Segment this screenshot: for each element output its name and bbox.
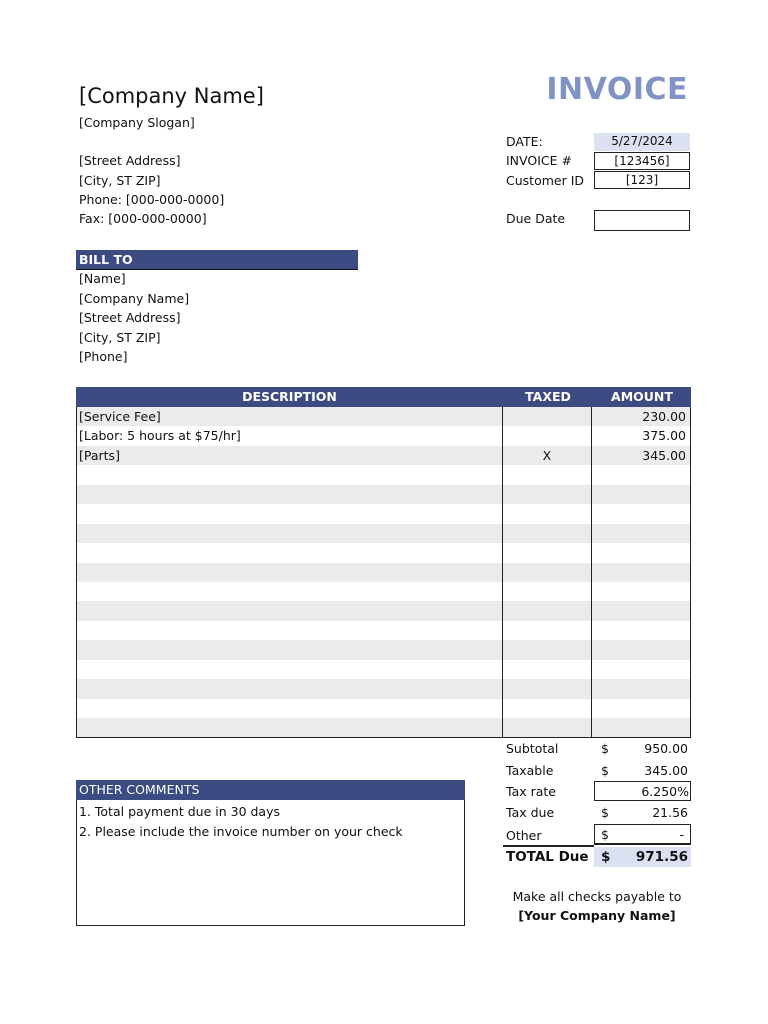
tax-due-label: Tax due bbox=[506, 805, 555, 820]
item-taxed[interactable] bbox=[503, 718, 593, 737]
payable-note: Make all checks payable to bbox=[512, 889, 682, 904]
item-amount[interactable] bbox=[592, 485, 690, 504]
item-description[interactable] bbox=[77, 563, 503, 582]
item-description[interactable] bbox=[77, 485, 503, 504]
item-taxed[interactable] bbox=[503, 407, 593, 426]
table-row bbox=[77, 407, 690, 426]
bill-to-street: [Street Address] bbox=[79, 310, 181, 325]
item-taxed[interactable] bbox=[503, 699, 593, 718]
invoice-number-label: INVOICE # bbox=[506, 153, 572, 168]
item-description[interactable] bbox=[77, 699, 503, 718]
item-amount[interactable] bbox=[592, 718, 690, 737]
company-phone: Phone: [000-000-0000] bbox=[79, 192, 225, 207]
table-row bbox=[77, 446, 690, 465]
item-amount[interactable] bbox=[592, 660, 690, 679]
item-description[interactable] bbox=[77, 640, 503, 659]
item-taxed[interactable] bbox=[503, 640, 593, 659]
company-fax: Fax: [000-000-0000] bbox=[79, 211, 207, 226]
item-description[interactable] bbox=[77, 718, 503, 737]
comment-line-2: 2. Please include the invoice number on your check bbox=[79, 824, 403, 839]
table-row bbox=[77, 563, 690, 582]
item-description[interactable] bbox=[77, 660, 503, 679]
other-value[interactable]: - bbox=[679, 827, 684, 842]
item-amount[interactable] bbox=[592, 621, 690, 640]
items-body bbox=[76, 407, 691, 738]
table-row bbox=[77, 524, 690, 543]
table-row bbox=[77, 543, 690, 562]
table-row bbox=[77, 485, 690, 504]
subtotal-value: 950.00 bbox=[644, 741, 688, 756]
taxable-value: 345.00 bbox=[644, 763, 688, 778]
table-row bbox=[77, 699, 690, 718]
item-taxed[interactable] bbox=[503, 524, 593, 543]
item-description[interactable] bbox=[77, 504, 503, 523]
item-amount[interactable]: 230.00 bbox=[642, 409, 686, 424]
item-amount[interactable]: 375.00 bbox=[642, 428, 686, 444]
items-header bbox=[76, 387, 691, 407]
taxable-label: Taxable bbox=[506, 763, 554, 778]
item-amount[interactable] bbox=[592, 601, 690, 620]
item-taxed[interactable] bbox=[503, 485, 593, 504]
company-name: [Company Name] bbox=[79, 84, 264, 108]
bill-to-city: [City, ST ZIP] bbox=[79, 330, 161, 345]
payable-company: [Your Company Name] bbox=[518, 908, 676, 923]
table-row bbox=[77, 621, 690, 640]
item-description[interactable] bbox=[77, 601, 503, 620]
item-amount[interactable] bbox=[592, 563, 690, 582]
comments-header: OTHER COMMENTS bbox=[76, 780, 465, 800]
item-amount[interactable] bbox=[592, 679, 690, 698]
taxed-header: TAXED bbox=[525, 389, 571, 404]
total-due-value: 971.56 bbox=[635, 849, 688, 865]
amount-header: AMOUNT bbox=[611, 389, 673, 404]
taxable-currency: $ bbox=[601, 763, 609, 778]
item-description[interactable] bbox=[77, 679, 503, 698]
table-row bbox=[77, 601, 690, 620]
subtotal-currency: $ bbox=[601, 741, 609, 756]
table-row bbox=[77, 465, 690, 484]
comment-line-1: 1. Total payment due in 30 days bbox=[79, 804, 280, 819]
table-row bbox=[77, 718, 690, 737]
item-amount[interactable] bbox=[592, 465, 690, 484]
table-row bbox=[77, 582, 690, 601]
description-header: DESCRIPTION bbox=[242, 389, 337, 404]
customer-id-value[interactable]: [123] bbox=[594, 171, 690, 189]
item-description[interactable] bbox=[77, 524, 503, 543]
total-due-label: TOTAL Due bbox=[506, 849, 589, 865]
total-due-currency: $ bbox=[601, 849, 611, 865]
date-value[interactable]: 5/27/2024 bbox=[594, 133, 690, 151]
item-amount[interactable] bbox=[592, 524, 690, 543]
item-taxed[interactable] bbox=[503, 543, 593, 562]
item-description[interactable] bbox=[77, 621, 503, 640]
item-amount[interactable]: 345.00 bbox=[642, 447, 686, 463]
table-row bbox=[77, 426, 690, 445]
total-divider bbox=[503, 845, 594, 847]
tax-rate-label: Tax rate bbox=[506, 784, 556, 799]
item-taxed[interactable] bbox=[503, 504, 593, 523]
item-description[interactable]: [Parts] bbox=[77, 446, 503, 465]
date-label: DATE: bbox=[506, 134, 543, 149]
tax-rate-value[interactable]: 6.250% bbox=[641, 784, 689, 799]
item-description[interactable]: [Service Fee] bbox=[77, 407, 503, 426]
item-taxed[interactable] bbox=[503, 679, 593, 698]
table-row bbox=[77, 640, 690, 659]
item-description[interactable] bbox=[77, 582, 503, 601]
item-amount[interactable] bbox=[592, 504, 690, 523]
comments-box[interactable] bbox=[76, 780, 465, 926]
item-taxed[interactable]: X bbox=[503, 446, 593, 465]
company-slogan: [Company Slogan] bbox=[79, 115, 195, 130]
other-label: Other bbox=[506, 828, 542, 843]
items-table bbox=[76, 387, 691, 738]
tax-due-value: 21.56 bbox=[652, 805, 688, 820]
due-date-value[interactable] bbox=[594, 210, 690, 231]
item-description[interactable] bbox=[77, 543, 503, 562]
table-row bbox=[77, 660, 690, 679]
item-description[interactable] bbox=[77, 465, 503, 484]
subtotal-label: Subtotal bbox=[506, 741, 559, 756]
company-city: [City, ST ZIP] bbox=[79, 173, 161, 188]
tax-due-currency: $ bbox=[601, 805, 609, 820]
item-taxed[interactable] bbox=[503, 582, 593, 601]
bill-to-company: [Company Name] bbox=[79, 291, 190, 306]
customer-id-label: Customer ID bbox=[506, 173, 585, 188]
item-taxed[interactable] bbox=[503, 426, 593, 445]
item-description[interactable]: [Labor: 5 hours at $75/hr] bbox=[77, 426, 503, 445]
due-date-label: Due Date bbox=[506, 211, 566, 226]
other-currency: $ bbox=[601, 827, 609, 842]
bill-to-header: BILL TO bbox=[76, 250, 358, 270]
item-taxed[interactable] bbox=[503, 465, 593, 484]
item-taxed[interactable] bbox=[503, 563, 593, 582]
table-row bbox=[77, 504, 690, 523]
invoice-number-value[interactable]: [123456] bbox=[594, 152, 690, 170]
company-street: [Street Address] bbox=[79, 153, 181, 168]
invoice-title: INVOICE bbox=[546, 72, 688, 107]
table-row bbox=[77, 679, 690, 698]
item-taxed[interactable] bbox=[503, 601, 593, 620]
item-amount[interactable] bbox=[592, 699, 690, 718]
item-taxed[interactable] bbox=[503, 621, 593, 640]
bill-to-phone: [Phone] bbox=[79, 349, 128, 364]
item-amount[interactable] bbox=[592, 543, 690, 562]
bill-to-name: [Name] bbox=[79, 271, 126, 286]
item-taxed[interactable] bbox=[503, 660, 593, 679]
item-amount[interactable] bbox=[592, 582, 690, 601]
item-amount[interactable] bbox=[592, 640, 690, 659]
